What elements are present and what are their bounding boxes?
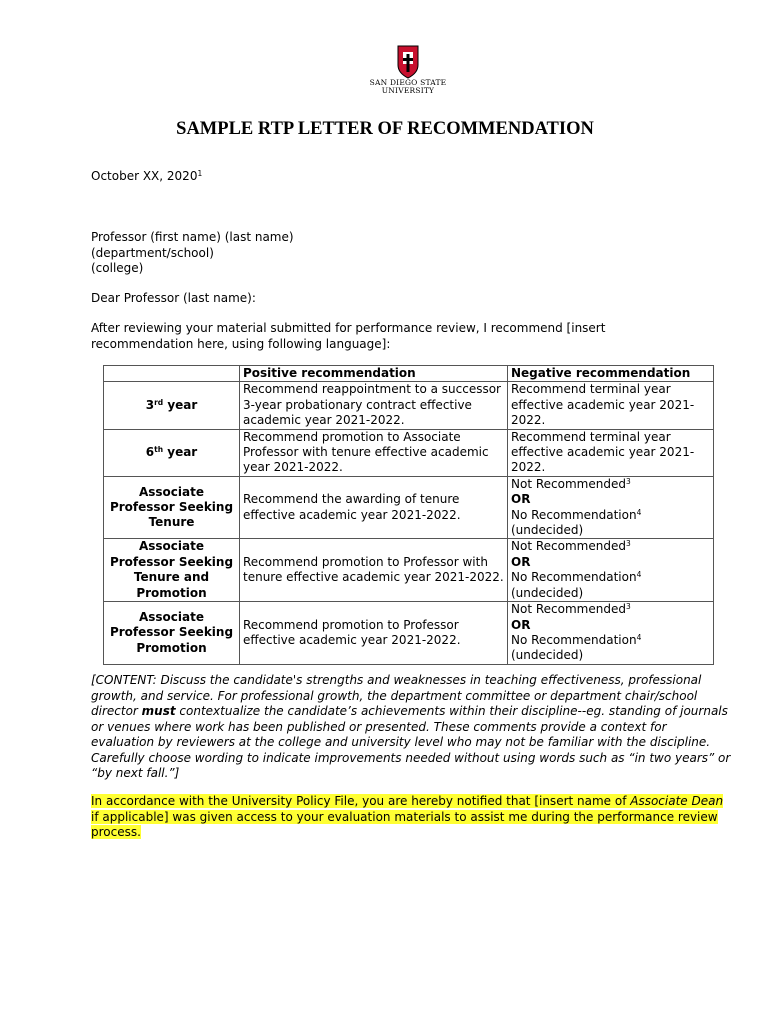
- university-logo: [366, 45, 450, 105]
- positive-cell: Recommend the awarding of tenure effective academic year 2021-2022.: [240, 476, 508, 539]
- address-line: Professor (first name) (last name): [91, 230, 294, 244]
- access-notice: In accordance with the University Policy File, you are hereby notified that [insert name of Associate Dean if applicable] was given access to your evaluation materials to assist me during the performance review process.: [91, 794, 724, 839]
- page-title: SAMPLE RTP LETTER OF RECOMMENDATION: [176, 119, 594, 139]
- row-label: Associate Professor Seeking Tenure: [104, 476, 240, 539]
- table-header-row: [104, 366, 714, 382]
- row-label: 3rd year: [104, 382, 240, 429]
- emphasis-word: must: [141, 704, 176, 718]
- negative-cell: Not Recommended$^3$ OR No Recommendation$^4$ (undecided): [508, 476, 714, 539]
- negative-cell: Recommend terminal year effective academic year 2021-2022.: [508, 382, 714, 429]
- positive-cell: Recommend promotion to Professor with tenure effective academic year 2021-2022.: [240, 539, 508, 602]
- content-instructions: [CONTENT: Discuss the candidate's strengths and weaknesses in teaching effectiveness, professional growth, and service. For professional growth, the department committee or department chair/school director must contextualize the candidate’s achievements within their discipline--eg. standing of journals or venues where work has been published or presented. These comments provide a context for evaluation by reviewers at the college and university level who may not be familiar with the discipline. Carefully choose wording to indicate improvements needed without using words such as “in two years” or “by next fall.”]: [91, 673, 731, 780]
- salutation: Dear Professor (last name):: [91, 291, 256, 305]
- letter-date: October XX, 2020$^1$: [91, 169, 203, 183]
- table-row: [104, 602, 714, 665]
- positive-cell: Recommend reappointment to a successor 3-year probationary contract effective academic year 2021-2022.: [240, 382, 508, 429]
- address-block: [91, 230, 294, 277]
- table-row: [104, 429, 714, 476]
- intro-paragraph: After reviewing your material submitted for performance review, I recommend [insert recommendation here, using following language]:: [91, 321, 606, 351]
- logo-text-line2: UNIVERSITY: [381, 86, 435, 95]
- row-label: 6th year: [104, 429, 240, 476]
- shield-logo-icon: [397, 45, 419, 79]
- address-line: (college): [91, 261, 144, 275]
- table-row: [104, 539, 714, 602]
- negative-cell: Recommend terminal year effective academic year 2021-2022.: [508, 429, 714, 476]
- footnote-marker: 1: [197, 169, 203, 178]
- table-row: [104, 382, 714, 429]
- row-label: Associate Professor Seeking Tenure and Promotion: [104, 539, 240, 602]
- recommendation-table: [103, 365, 714, 665]
- positive-cell: Recommend promotion to Professor effective academic year 2021-2022.: [240, 602, 508, 665]
- positive-cell: Recommend promotion to Associate Professor with tenure effective academic year 2021-2022.: [240, 429, 508, 476]
- negative-cell: Not Recommended$^3$ OR No Recommendation$^4$ (undecided): [508, 539, 714, 602]
- negative-cell: Not Recommended$^3$ OR No Recommendation$^4$ (undecided): [508, 602, 714, 665]
- table-row: [104, 476, 714, 539]
- address-line: (department/school): [91, 245, 214, 260]
- table-header-cell: Positive recommendation: [240, 366, 508, 382]
- table-header-cell: [104, 366, 240, 382]
- row-label: Associate Professor Seeking Promotion: [104, 602, 240, 665]
- table-header-cell: Negative recommendation: [508, 366, 714, 382]
- logo-text-line1: SAN DIEGO STATE: [369, 78, 447, 87]
